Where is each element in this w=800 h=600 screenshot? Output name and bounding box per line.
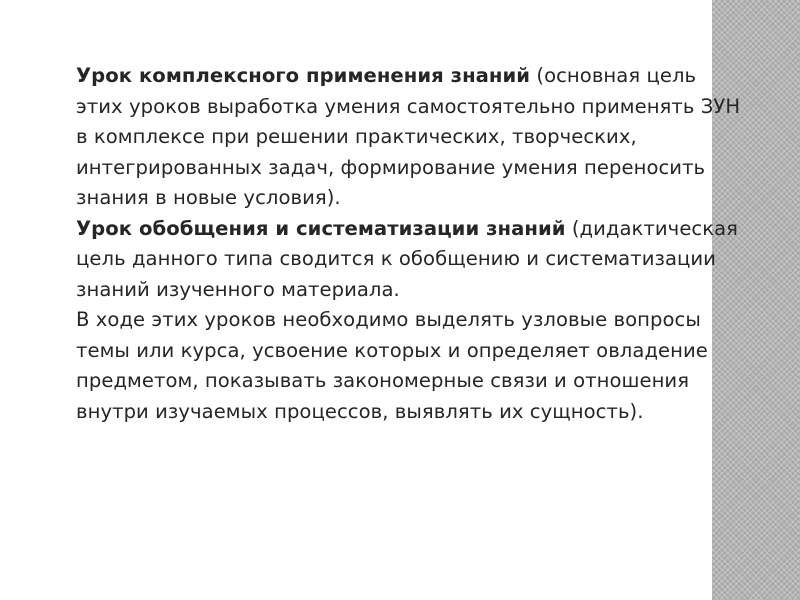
heading-complex-application: Урок комплексного применения знаний [76, 64, 531, 87]
slide-body [76, 61, 746, 427]
paragraph-generalization [76, 214, 746, 306]
paragraph-lesson-course [76, 305, 746, 427]
heading-generalization: Урок обобщения и систематизации знаний [76, 216, 566, 240]
text-lesson-course: В ходе этих уроков необходимо выделять узловые вопросы темы или курса, усвоение которых и определяет овладение предметом, показывать закономерные связи и отношения внутри изучаемых процессов, выявлять их сущность). [76, 308, 708, 423]
text-complex-application: (основная цель этих уроков выработка умения самостоятельно применять ЗУН в комплексе при решении практических, творческих, интегрированных задач, формирование умения переносить знания в новые условия). [76, 64, 741, 209]
paragraph-complex-application [76, 61, 746, 214]
text-generalization: (дидактическая цель данного типа сводится к обобщению и систематизации знаний изученного материала. [76, 216, 739, 301]
